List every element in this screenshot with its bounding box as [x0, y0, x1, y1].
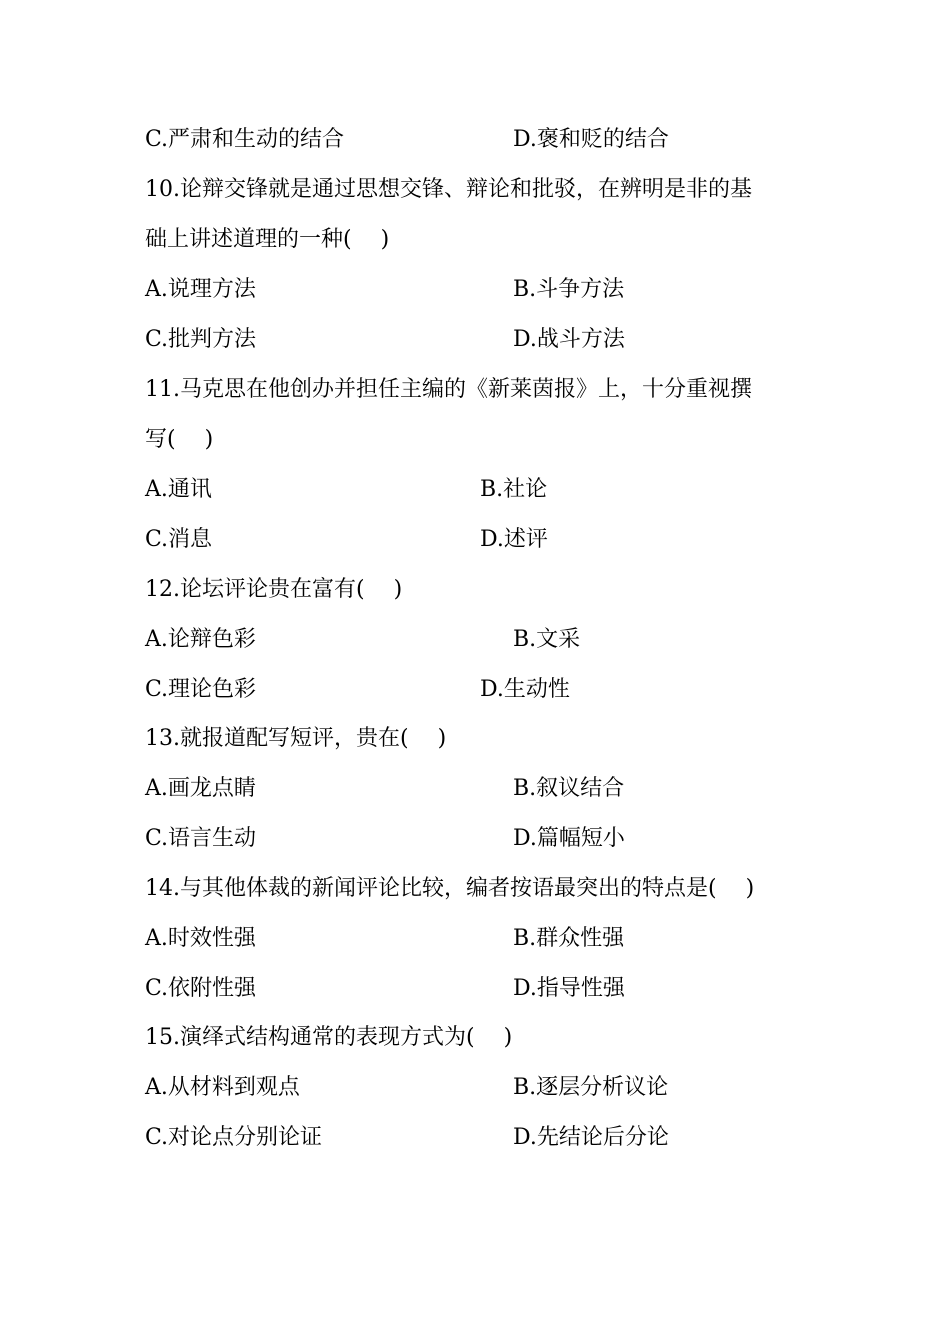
- question-13-option-d: D.篇幅短小: [513, 826, 625, 851]
- question-15-option-c: C.对论点分别论证: [145, 1125, 323, 1150]
- question-11-option-d: D.述评: [480, 527, 548, 552]
- question-10-option-c: C.批判方法: [145, 327, 257, 352]
- question-14-option-b: B.群众性强: [513, 926, 625, 951]
- question-11-option-b: B.社论: [480, 477, 548, 502]
- question-10-stem-line2: 础上讲述道理的一种( ): [145, 227, 390, 252]
- question-13-stem: 13.就报道配写短评，贵在( ): [145, 726, 447, 751]
- question-14-option-d: D.指导性强: [513, 976, 625, 1001]
- question-13-option-c: C.语言生动: [145, 826, 257, 851]
- question-13-option-b: B.叙议结合: [513, 776, 625, 801]
- question-11-stem-line1: 11.马克思在他创办并担任主编的《新莱茵报》上，十分重视撰: [145, 377, 752, 402]
- question-12-option-b: B.文采: [513, 627, 581, 652]
- question-15-stem: 15.演绎式结构通常的表现方式为( ): [145, 1025, 513, 1050]
- question-11-option-a: A.通讯: [145, 477, 212, 502]
- question-15-option-a: A.从材料到观点: [145, 1075, 300, 1100]
- question-12-option-c: C.理论色彩: [145, 677, 257, 702]
- question-14-stem: 14.与其他体裁的新闻评论比较，编者按语最突出的特点是( ): [145, 876, 755, 901]
- question-10-option-a: A.说理方法: [145, 277, 256, 302]
- question-12-stem: 12.论坛评论贵在富有( ): [145, 577, 403, 602]
- question-11-option-c: C.消息: [145, 527, 213, 552]
- question-12-option-d: D.生动性: [480, 677, 570, 702]
- question-12-option-a: A.论辩色彩: [145, 627, 256, 652]
- question-15-option-d: D.先结论后分论: [513, 1125, 669, 1150]
- option-d-prev: D.褒和贬的结合: [513, 127, 669, 152]
- question-15-option-b: B.逐层分析议论: [513, 1075, 669, 1100]
- option-c-prev: C.严肃和生动的结合: [145, 127, 345, 152]
- question-10-option-d: D.战斗方法: [513, 327, 625, 352]
- question-10-option-b: B.斗争方法: [513, 277, 625, 302]
- question-14-option-c: C.依附性强: [145, 976, 257, 1001]
- question-11-stem-line2: 写( ): [145, 427, 214, 452]
- question-10-stem-line1: 10.论辩交锋就是通过思想交锋、辩论和批驳，在辨明是非的基: [145, 177, 752, 202]
- question-14-option-a: A.时效性强: [145, 926, 256, 951]
- question-13-option-a: A.画龙点睛: [145, 776, 256, 801]
